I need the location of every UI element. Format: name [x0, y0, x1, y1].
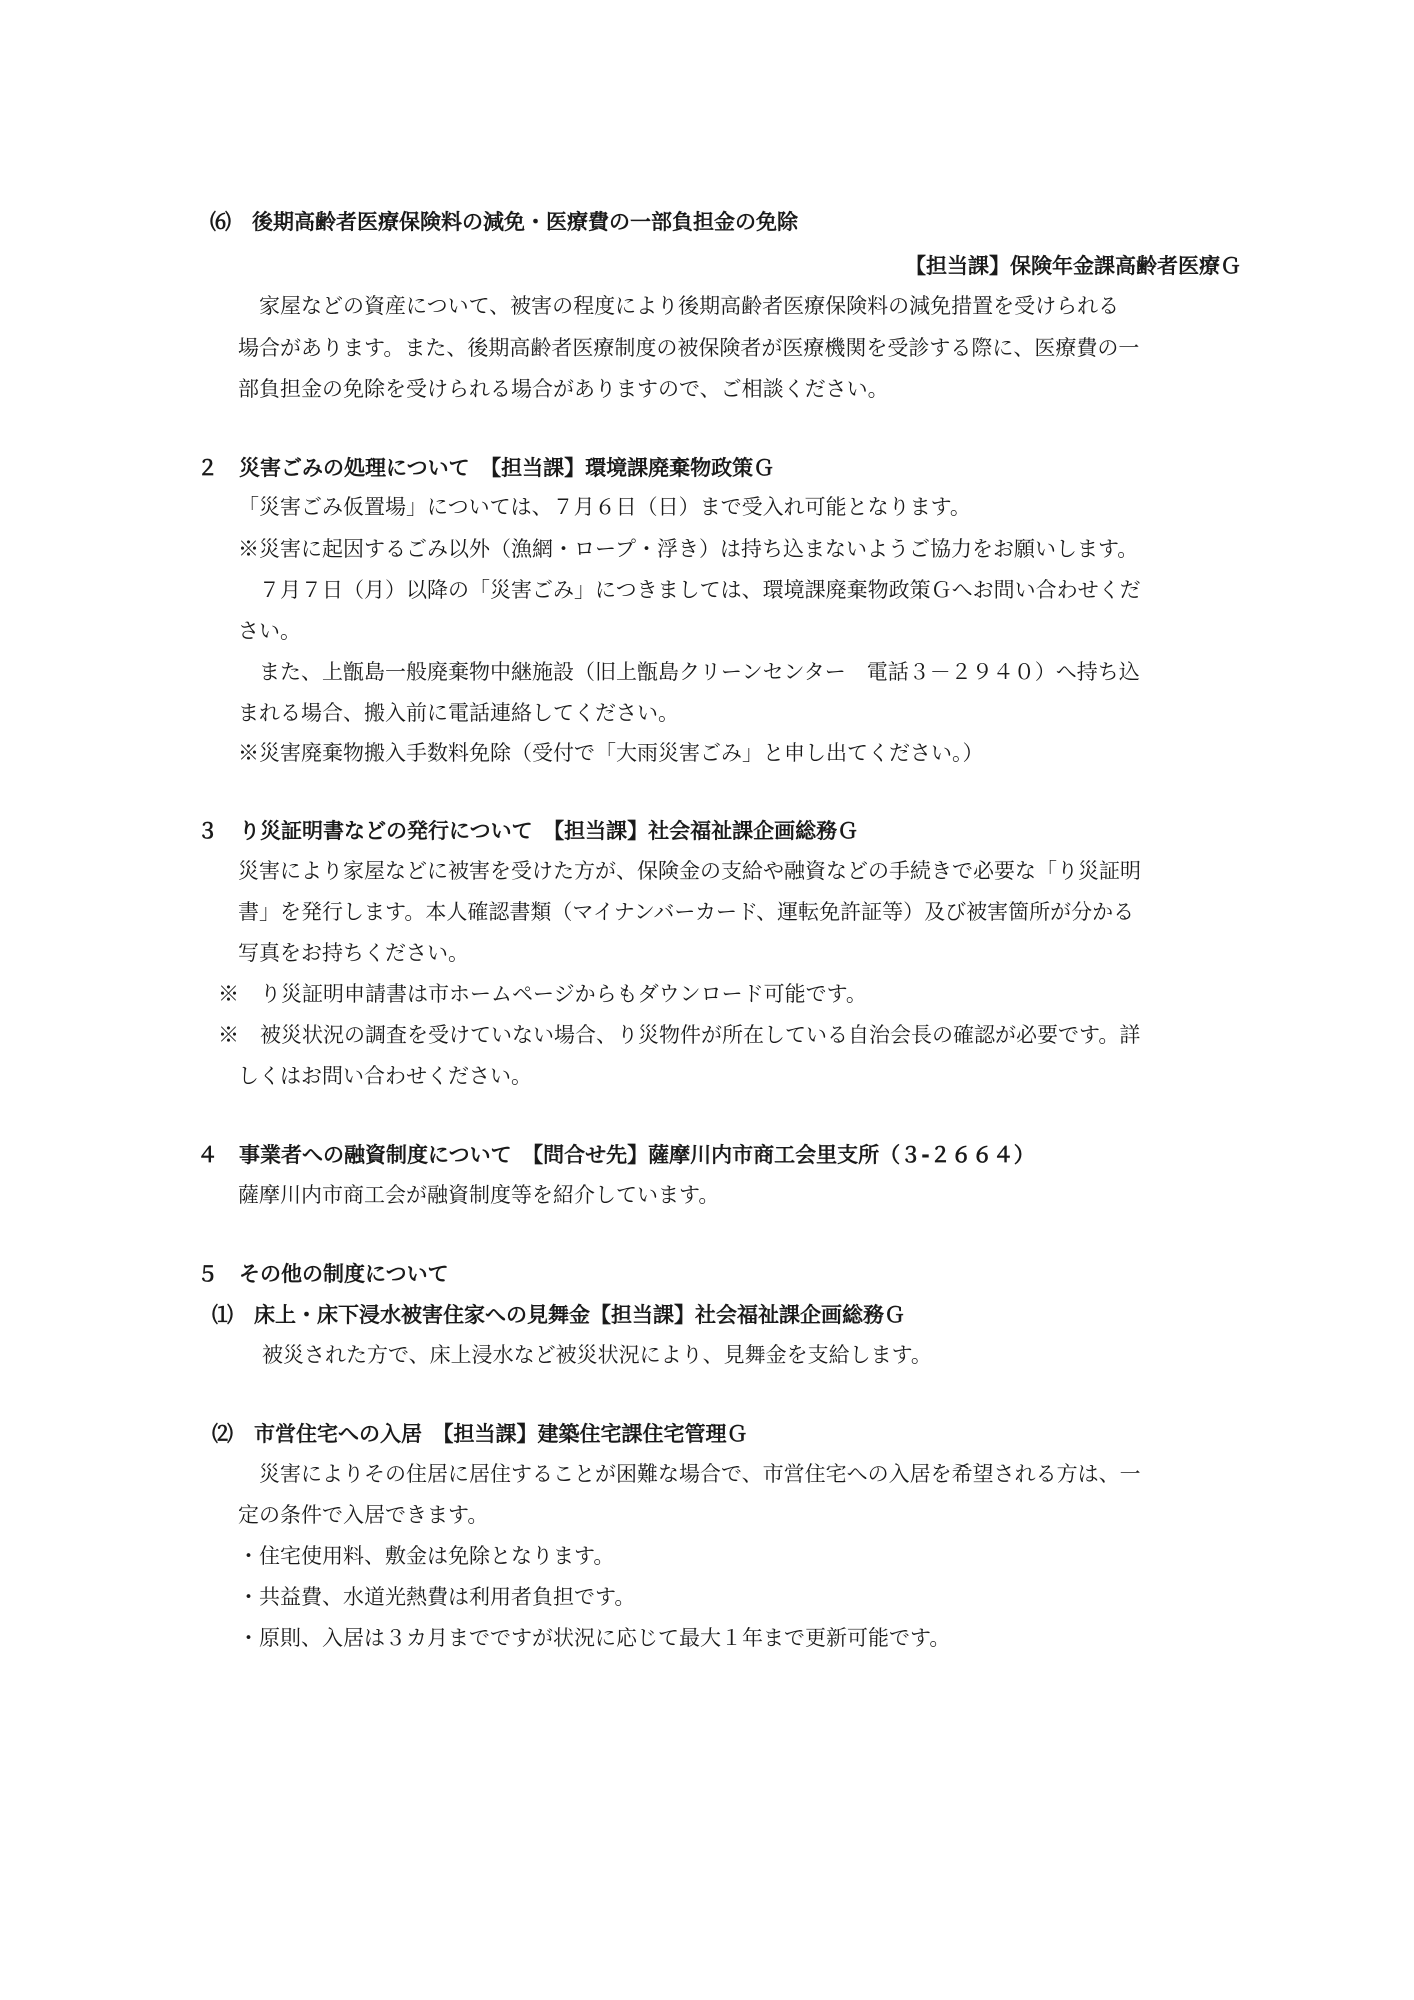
section-5-2-bullet: ・住宅使用料、敷金は免除となります。 — [238, 1544, 615, 1568]
section-5-2-body-line: 定の条件で入居できます。 — [238, 1503, 489, 1527]
section-3-note-line: しくはお問い合わせください。 — [238, 1064, 532, 1088]
section-5-2-body-line: 災害によりその住居に居住することが困難な場合で、市営住宅への入居を希望される方は、一 — [238, 1462, 1141, 1486]
section-2-body-line: ※災害に起因するごみ以外（漁網・ロープ・浮き）は持ち込まないようご協力をお願いします。 — [238, 537, 1139, 561]
section-2-body-line: 「災害ごみ仮置場」については、７月６日（日）まで受入れ可能となります。 — [238, 495, 971, 519]
section-2-heading: ２ 災害ごみの処理について 【担当課】環境課廃棄物政策Ｇ — [197, 456, 775, 480]
section-5-heading: ５ その他の制度について — [197, 1262, 449, 1286]
section-4-heading: ４ 事業者への融資制度について 【問合せ先】薩摩川内市商工会里支所（３-２６６４） — [197, 1143, 1035, 1167]
section-5-1-body-line: 被災された方で、床上浸水など被災状況により、見舞金を支給します。 — [262, 1343, 932, 1367]
section-6-dept: 【担当課】保険年金課高齢者医療Ｇ — [905, 254, 1241, 278]
section-6-heading: ⑹ 後期高齢者医療保険料の減免・医療費の一部負担金の免除 — [210, 210, 798, 234]
section-5-2-heading: ⑵ 市営住宅への入居 【担当課】建築住宅課住宅管理Ｇ — [212, 1422, 748, 1446]
section-2-body-line: また、上甑島一般廃棄物中継施設（旧上甑島クリーンセンター 電話３－２９４０）へ持ち込 — [238, 660, 1140, 684]
section-2-body-line: ※災害廃棄物搬入手数料免除（受付で「大雨災害ごみ」と申し出てください。） — [238, 741, 984, 765]
section-2-body-line: まれる場合、搬入前に電話連絡してください。 — [238, 701, 679, 725]
section-5-1-heading: ⑴ 床上・床下浸水被害住家への見舞金【担当課】社会福祉課企画総務Ｇ — [212, 1303, 905, 1327]
section-3-body-line: 災害により家屋などに被害を受けた方が、保険金の支給や融資などの手続きで必要な「り災証明 — [238, 859, 1141, 883]
section-4-body-line: 薩摩川内市商工会が融資制度等を紹介しています。 — [238, 1183, 720, 1207]
section-3-note-line: ※ り災証明申請書は市ホームページからもダウンロード可能です。 — [218, 982, 867, 1006]
section-6-body-line: 場合があります。また、後期高齢者医療制度の被保険者が医療機関を受診する際に、医療費の一 — [238, 336, 1140, 360]
section-2-body-line: ７月７日（月）以降の「災害ごみ」につきましては、環境課廃棄物政策Ｇへお問い合わせくだ — [238, 578, 1141, 602]
section-3-body-line: 写真をお持ちください。 — [238, 941, 469, 965]
section-2-body-line: さい。 — [238, 619, 301, 643]
section-5-2-bullet: ・共益費、水道光熱費は利用者負担です。 — [238, 1585, 636, 1609]
section-3-heading: ３ り災証明書などの発行について 【担当課】社会福祉課企画総務Ｇ — [197, 819, 859, 843]
section-5-2-bullet: ・原則、入居は３カ月までですが状況に応じて最大１年まで更新可能です。 — [238, 1626, 951, 1650]
section-3-body-line: 書」を発行します。本人確認書類（マイナンバーカード、運転免許証等）及び被害箇所が分かる — [238, 900, 1135, 924]
section-6-body-line: 部負担金の免除を受けられる場合がありますので、ご相談ください。 — [238, 377, 889, 401]
section-3-note-line: ※ 被災状況の調査を受けていない場合、り災物件が所在している自治会長の確認が必要です。詳 — [218, 1023, 1141, 1047]
section-6-body-line: 家屋などの資産について、被害の程度により後期高齢者医療保険料の減免措置を受けられる — [238, 294, 1120, 318]
